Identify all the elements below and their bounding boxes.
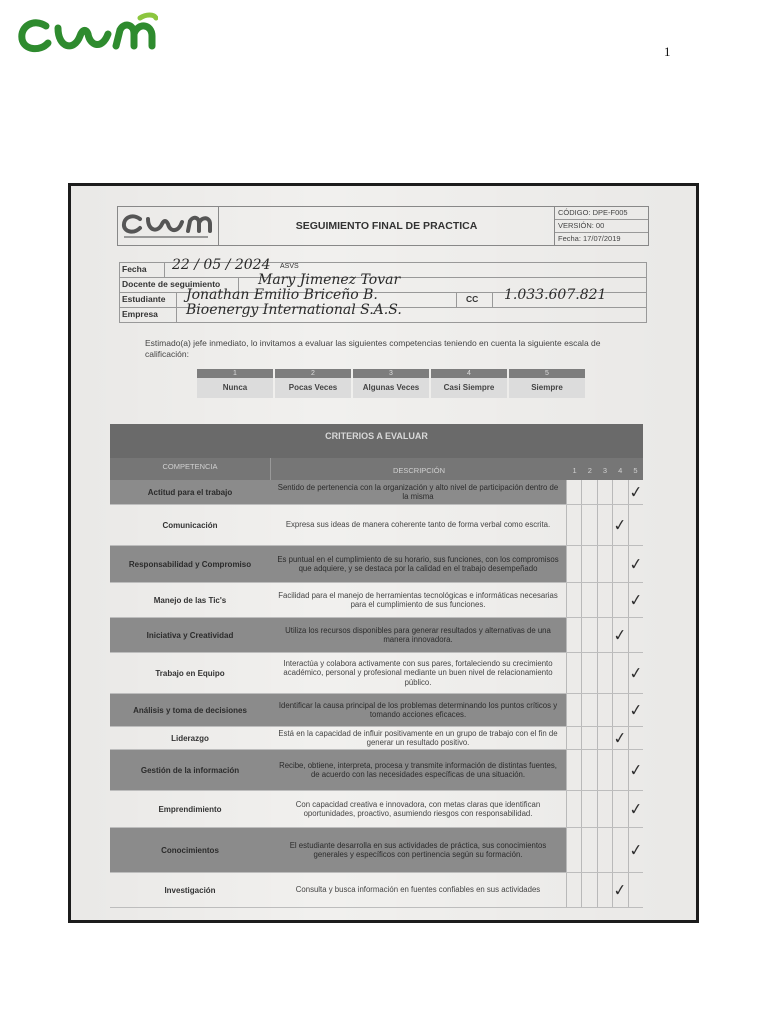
col-rating-number: 5 xyxy=(633,466,638,475)
competencia-cell: Actitud para el trabajo xyxy=(110,480,270,504)
table-row xyxy=(110,828,643,873)
fecha-label: Fecha xyxy=(122,264,147,274)
rating-cell xyxy=(597,828,612,872)
rating-cell xyxy=(581,791,596,827)
descripcion-cell: Es puntual en el cumplimiento de su horario, sus funciones, con los compromisos que adquiere, y se destaca por la calidad en el trabajo desempeñado xyxy=(270,546,566,582)
rating-cell xyxy=(581,727,596,749)
form-date: Fecha: 17/07/2019 xyxy=(558,234,621,243)
form-logo-mark xyxy=(118,207,216,243)
rating-cell xyxy=(612,653,627,693)
docente-label: Docente de seguimiento xyxy=(122,279,221,289)
rating-cell xyxy=(566,791,581,827)
rating-cell xyxy=(612,546,627,582)
rating-cell xyxy=(597,873,612,907)
col-rating-number: 4 xyxy=(618,466,623,475)
rating-cell xyxy=(597,653,612,693)
estudiante-value: Jonathan Emilio Briceño B. xyxy=(186,287,378,303)
rating-cell xyxy=(566,583,581,617)
table-row xyxy=(110,653,643,694)
table-row xyxy=(110,618,643,653)
rating-cell xyxy=(566,750,581,790)
descripcion-cell: El estudiante desarrolla en sus actividades de práctica, sus conocimientos generales y específicos con pertinencia según su formación. xyxy=(270,828,566,872)
form-meta xyxy=(555,207,648,245)
form-code: CÓDIGO: DPE-F005 xyxy=(555,207,648,220)
rating-cell xyxy=(597,583,612,617)
table-row xyxy=(110,727,643,750)
descripcion-cell: Con capacidad creativa e innovadora, con metas claras que identifican oportunidades, proactivo, asumiendo riesgos con responsabilidad. xyxy=(295,799,541,818)
form-logo xyxy=(118,207,219,245)
competencia-cell: Gestión de la información xyxy=(110,750,270,790)
rating-cell xyxy=(612,583,627,617)
criteria-rows xyxy=(110,480,643,908)
estudiante-label: Estudiante xyxy=(122,294,166,304)
competencia-cell: Conocimientos xyxy=(110,828,270,872)
rating-cell xyxy=(581,505,596,545)
rating-cell xyxy=(612,480,627,504)
table-row xyxy=(110,791,643,828)
checkmark-icon xyxy=(628,828,643,872)
col-descripcion: DESCRIPCIÓN xyxy=(392,466,446,475)
checkmark-icon xyxy=(628,653,643,693)
descripcion-cell: Expresa sus ideas de manera coherente tanto de forma verbal como escrita. xyxy=(285,520,551,530)
scale-label: Nunca xyxy=(197,378,273,398)
scale-label: Casi Siempre xyxy=(431,378,507,398)
descripcion-cell: Está en la capacidad de influir positivamente en un grupo de trabajo con el fin de generar un resultado positivo. xyxy=(278,728,558,747)
rating-cell xyxy=(566,546,581,582)
scanned-form-photo xyxy=(68,183,699,923)
brand-logo xyxy=(16,12,158,56)
checkmark-icon xyxy=(612,873,627,907)
rating-cell xyxy=(566,694,581,726)
descripcion-cell: Consulta y busca información en fuentes confiables en sus actividades xyxy=(295,885,541,895)
table-row xyxy=(110,583,643,618)
table-row xyxy=(110,505,643,546)
competencia-cell: Liderazgo xyxy=(171,733,209,743)
scale-number: 3 xyxy=(353,369,429,378)
col-rating-number: 2 xyxy=(587,466,592,475)
col-rating-numbers xyxy=(567,458,643,480)
col-rating-number: 3 xyxy=(602,466,608,475)
rating-cell xyxy=(566,480,581,504)
page-number: 1 xyxy=(664,44,671,59)
competencia-cell: Análisis y toma de decisiones xyxy=(110,694,270,726)
scale-label: Siempre xyxy=(509,378,585,398)
form-title: SEGUIMIENTO FINAL DE PRACTICA xyxy=(219,207,555,245)
checkmark-icon xyxy=(628,583,643,617)
rating-cell xyxy=(581,583,596,617)
competencia-cell: Iniciativa y Creatividad xyxy=(110,618,270,652)
descripcion-cell: Recibe, obtiene, interpreta, procesa y transmite información de distintas fuentes, de acuerdo con las necesidades específicas de una situación. xyxy=(270,750,566,790)
col-rating-number: 1 xyxy=(572,466,577,475)
form-version: VERSIÓN: 00 xyxy=(555,220,648,233)
competencia-cell: Trabajo en Equipo xyxy=(155,668,225,678)
rating-cell xyxy=(597,750,612,790)
rating-cell xyxy=(581,618,596,652)
form-header xyxy=(117,206,649,246)
table-row xyxy=(110,546,643,583)
descripcion-cell: Facilidad para el manejo de herramientas tecnológicas e informáticas necesarias para el cumplimiento de sus funciones. xyxy=(278,590,558,609)
competencia-cell: Investigación xyxy=(164,885,216,895)
criteria-title: CRITERIOS A EVALUAR xyxy=(110,424,643,458)
intro-text: Estimado(a) jefe inmediato, lo invitamos a evaluar las siguientes competencias teniendo en cuenta la siguiente escala de calificación: xyxy=(145,338,601,359)
checkmark-icon xyxy=(612,618,627,652)
scale-label: Algunas Veces xyxy=(353,378,429,398)
rating-cell xyxy=(581,873,596,907)
scale-number: 5 xyxy=(509,369,585,378)
rating-cell xyxy=(628,618,643,652)
rating-cell xyxy=(597,694,612,726)
rating-cell xyxy=(581,828,596,872)
table-row xyxy=(110,694,643,727)
checkmark-icon xyxy=(612,505,627,545)
table-row xyxy=(110,873,643,908)
rating-cell xyxy=(581,694,596,726)
rating-cell xyxy=(566,727,581,749)
competencia-cell: Comunicación xyxy=(162,520,218,530)
competencia-cell: Emprendimiento xyxy=(158,804,222,814)
rating-cell xyxy=(566,653,581,693)
rating-cell xyxy=(581,750,596,790)
rating-cell xyxy=(628,873,643,907)
empresa-value: Bioenergy International S.A.S. xyxy=(186,302,402,318)
rating-cell xyxy=(566,618,581,652)
rating-cell xyxy=(597,480,612,504)
scale-number: 4 xyxy=(431,369,507,378)
checkmark-icon xyxy=(628,791,643,827)
form-sheet xyxy=(71,186,696,920)
info-fields xyxy=(119,257,647,323)
table-row xyxy=(110,750,643,791)
col-competencia: COMPETENCIA xyxy=(110,458,271,480)
rating-cell xyxy=(628,505,643,545)
rating-cell xyxy=(581,653,596,693)
rating-cell xyxy=(597,618,612,652)
checkmark-icon xyxy=(628,750,643,790)
checkmark-icon xyxy=(628,546,643,582)
scale-number: 2 xyxy=(275,369,351,378)
column-header xyxy=(110,458,643,480)
asvs-tag: ASVS xyxy=(280,263,299,270)
rating-cell xyxy=(597,505,612,545)
rating-cell xyxy=(581,480,596,504)
scale-numbers xyxy=(197,369,587,378)
descripcion-cell: Sentido de pertenencia con la organización y alto nivel de participación dentro de la misma xyxy=(270,480,566,504)
rating-scale xyxy=(197,369,587,398)
scale-label: Pocas Veces xyxy=(275,378,351,398)
rating-cell xyxy=(612,694,627,726)
descripcion-cell: Interactúa y colabora activamente con sus pares, fortaleciendo su crecimiento académico, personal y profesional mediante un buen nivel de relacionamiento público. xyxy=(283,658,553,687)
rating-cell xyxy=(628,727,643,749)
rating-cell xyxy=(597,791,612,827)
docente-value: Mary Jimenez Tovar xyxy=(258,272,401,288)
checkmark-icon xyxy=(628,480,643,504)
rating-cell xyxy=(566,505,581,545)
rating-cell xyxy=(612,828,627,872)
scale-number: 1 xyxy=(197,369,273,378)
rating-cell xyxy=(612,791,627,827)
competencia-cell: Responsabilidad y Compromiso xyxy=(110,546,270,582)
rating-cell xyxy=(597,727,612,749)
table-row xyxy=(110,480,643,505)
rating-cell xyxy=(612,750,627,790)
scale-labels xyxy=(197,378,587,398)
fecha-value: 22 / 05 / 2024 xyxy=(172,257,271,273)
rating-cell xyxy=(566,873,581,907)
checkmark-icon xyxy=(628,694,643,726)
empresa-label: Empresa xyxy=(122,309,158,319)
cc-label: CC xyxy=(466,294,479,304)
checkmark-icon xyxy=(612,727,627,749)
empresa-row xyxy=(119,302,647,323)
rating-cell xyxy=(597,546,612,582)
rating-cell xyxy=(581,546,596,582)
descripcion-cell: Utiliza los recursos disponibles para generar resultados y alternativas de una manera innovadora. xyxy=(270,618,566,652)
rating-cell xyxy=(566,828,581,872)
cc-value: 1.033.607.821 xyxy=(504,287,607,303)
descripcion-cell: Identificar la causa principal de los problemas determinando los puntos críticos y tomando acciones eficaces. xyxy=(270,694,566,726)
competencia-cell: Manejo de las Tic's xyxy=(153,595,227,605)
